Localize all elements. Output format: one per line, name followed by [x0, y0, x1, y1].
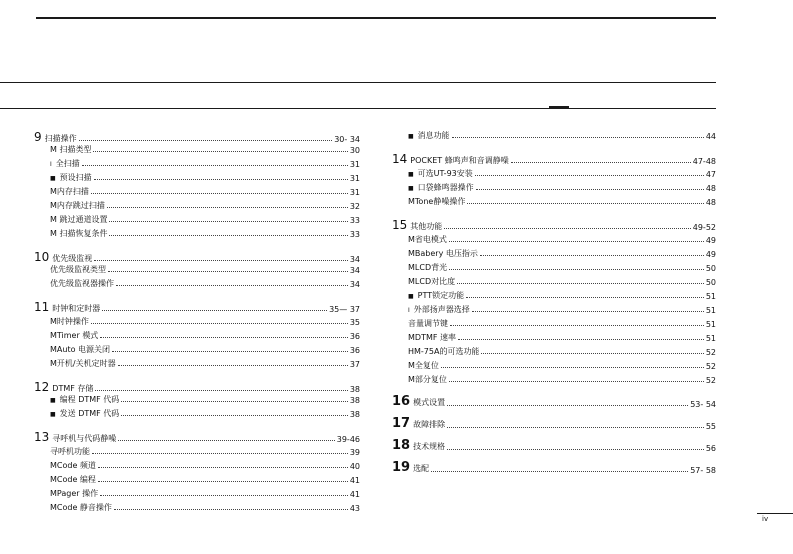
toc-sub-entry[interactable] [50, 330, 360, 341]
entry-page-number: 37 [349, 360, 360, 369]
entry-page-number: 35 [349, 318, 360, 327]
dot-leader [102, 310, 327, 311]
entry-page-number: 52 [705, 362, 716, 371]
dot-leader [444, 228, 690, 229]
dot-leader [441, 367, 704, 368]
dot-leader [92, 453, 348, 454]
section-number: 19 [392, 460, 411, 475]
entry-title: M 扫描类型 [50, 145, 92, 154]
entry-page-number: 51 [705, 292, 716, 301]
dot-leader [481, 353, 703, 354]
toc-sub-entry[interactable] [50, 186, 360, 197]
toc-entry-label [50, 264, 106, 275]
dot-leader [450, 325, 704, 326]
toc-sub-entry[interactable] [408, 276, 716, 287]
dot-leader [431, 471, 688, 472]
entry-title: 选配 [413, 464, 430, 473]
entry-title: M 跳过通道设置 [50, 215, 108, 224]
entry-title: PTT锁定功能 [417, 291, 465, 300]
dot-leader [121, 401, 348, 402]
dot-leader [480, 255, 704, 256]
entry-page-number: 31 [349, 188, 360, 197]
entry-page-number: 34 [349, 280, 360, 289]
toc-sub-entry[interactable] [408, 360, 716, 371]
toc-entry-label [50, 158, 80, 169]
entry-page-number: 39-46 [336, 435, 360, 444]
entry-page-number: 50 [705, 264, 716, 273]
toc-section-entry[interactable] [34, 380, 360, 394]
entry-page-number: 53- 54 [690, 400, 716, 409]
page-number: iv [762, 515, 769, 523]
entry-title: MDTMF 速率 [408, 333, 456, 342]
dot-leader [116, 285, 348, 286]
entry-title: 音量调节键 [408, 319, 448, 328]
entry-title: MBabery 电压指示 [408, 249, 478, 258]
toc-sub-entry[interactable] [408, 248, 716, 259]
toc-entry-label [408, 332, 456, 343]
toc-sub-entry[interactable] [50, 446, 360, 457]
entry-page-number: 33 [349, 216, 360, 225]
toc-sub-entry[interactable] [408, 304, 716, 315]
section-number: 17 [392, 416, 411, 431]
dot-leader [98, 481, 348, 482]
dot-leader [100, 337, 348, 338]
toc-entry-label [392, 416, 445, 431]
dot-leader [449, 381, 704, 382]
toc-sub-entry[interactable] [408, 182, 716, 193]
top-rule [36, 17, 716, 19]
section-number: 15 [392, 218, 408, 232]
dot-leader [91, 323, 348, 324]
entry-page-number: 31 [349, 160, 360, 169]
dot-leader [467, 203, 703, 204]
toc-sub-entry[interactable] [50, 358, 360, 369]
entry-page-number: 36 [349, 332, 360, 341]
entry-title: HM-75A的可选功能 [408, 347, 480, 356]
section-number: 13 [34, 430, 50, 444]
toc-entry-label [408, 374, 447, 385]
toc-sub-entry[interactable] [408, 130, 716, 141]
dot-leader [109, 235, 347, 236]
toc-section-entry[interactable] [392, 460, 716, 475]
toc-sub-entry[interactable] [408, 234, 716, 245]
toc-entry-label [408, 196, 465, 207]
toc-entry-label [408, 130, 450, 141]
entry-title: M内存扫描 [50, 187, 89, 196]
entry-page-number: 40 [349, 462, 360, 471]
dot-leader [114, 509, 348, 510]
entry-title: MAuto 电源关闭 [50, 345, 111, 354]
bullet-mark: ■ [408, 133, 414, 140]
toc-entry-label [408, 234, 447, 245]
toc-entry-label [50, 200, 105, 211]
section-number: 10 [34, 250, 50, 264]
toc-sub-entry[interactable] [408, 196, 716, 207]
toc-section-entry[interactable] [392, 152, 716, 166]
toc-sub-entry[interactable] [50, 158, 360, 169]
toc-entry-label [408, 182, 474, 193]
entry-title: MLCD背光 [408, 263, 448, 272]
entry-page-number: 49 [705, 250, 716, 259]
toc-sub-entry[interactable] [50, 278, 360, 289]
toc-entry-label [34, 430, 116, 444]
dot-leader [447, 449, 704, 450]
entry-title: M开机/关机定时器 [50, 359, 116, 368]
entry-title: M时钟操作 [50, 317, 89, 326]
dot-leader [449, 241, 704, 242]
dot-leader [94, 260, 348, 261]
entry-title: 技术规格 [413, 442, 446, 451]
toc-section-entry[interactable] [392, 438, 716, 453]
toc-sub-entry[interactable] [50, 474, 360, 485]
dot-leader [82, 165, 348, 166]
entry-title: 优先级监视类型 [50, 265, 106, 274]
entry-page-number: 44 [705, 132, 716, 141]
dot-leader [112, 351, 348, 352]
entry-page-number: 33 [349, 230, 360, 239]
entry-page-number: 32 [349, 202, 360, 211]
entry-title: 全扫描 [55, 159, 80, 168]
dot-leader [100, 495, 348, 496]
dot-leader [121, 415, 348, 416]
entry-page-number: 43 [349, 504, 360, 513]
entry-page-number: 51 [705, 320, 716, 329]
dot-leader [476, 189, 704, 190]
entry-page-number: 55 [705, 422, 716, 431]
entry-page-number: 52 [705, 376, 716, 385]
dot-leader [109, 221, 347, 222]
dot-leader [98, 467, 348, 468]
entry-page-number: 38 [349, 410, 360, 419]
entry-page-number: 51 [705, 306, 716, 315]
bullet-mark: ■ [50, 175, 56, 182]
toc-sub-entry[interactable] [50, 228, 360, 239]
entry-title: MTone静噪操作 [408, 197, 466, 206]
toc-sub-entry[interactable] [50, 488, 360, 499]
toc-section-entry[interactable] [34, 250, 360, 264]
toc-sub-entry[interactable] [408, 290, 716, 301]
entry-title: 预设扫描 [59, 173, 92, 182]
entry-page-number: 35— 37 [329, 305, 360, 314]
dot-leader [475, 175, 704, 176]
toc-entry-label [50, 488, 98, 499]
entry-title: POCKET 蜂鸣声和音调静噪 [410, 156, 509, 165]
toc-sub-entry[interactable] [408, 374, 716, 385]
section-number: 12 [34, 380, 50, 394]
toc-entry-label [34, 380, 93, 394]
entry-page-number: 36 [349, 346, 360, 355]
toc-sub-entry[interactable] [50, 344, 360, 355]
entry-page-number: 56 [705, 444, 716, 453]
entry-title: 外部扬声器选择 [413, 305, 470, 314]
dot-leader [466, 297, 704, 298]
dot-leader [447, 427, 704, 428]
toc-entry-label [34, 300, 100, 314]
toc-entry-label [50, 460, 96, 471]
section-number: 14 [392, 152, 408, 166]
toc-entry-label [50, 502, 112, 513]
toc-entry-label [392, 152, 509, 166]
entry-title: MLCD对比度 [408, 277, 456, 286]
toc-entry-label [408, 276, 455, 287]
dot-leader [447, 405, 688, 406]
toc-sub-entry[interactable] [50, 200, 360, 211]
entry-page-number: 51 [705, 334, 716, 343]
dot-leader [458, 339, 704, 340]
toc-entry-label [34, 130, 77, 144]
entry-page-number: 49-52 [692, 223, 716, 232]
bullet-mark: I [408, 307, 410, 314]
toc-section-entry[interactable] [34, 130, 360, 144]
toc-section-entry[interactable] [34, 300, 360, 314]
entry-title: 编程 DTMF 代码 [59, 395, 120, 404]
toc-entry-label [50, 408, 119, 419]
dot-leader [93, 151, 347, 152]
toc-entry-label [392, 460, 429, 475]
entry-page-number: 30 [349, 146, 360, 155]
bullet-mark: ■ [50, 397, 56, 404]
entry-title: 口袋蜂鸣器操作 [417, 183, 474, 192]
toc-entry-label [408, 168, 473, 179]
entry-page-number: 49 [705, 236, 716, 245]
entry-page-number: 41 [349, 476, 360, 485]
section-number: 16 [392, 394, 411, 409]
entry-page-number: 48 [705, 184, 716, 193]
dot-leader [472, 311, 704, 312]
toc-entry-label [50, 474, 96, 485]
entry-page-number: 38 [349, 396, 360, 405]
toc-entry-label [392, 438, 445, 453]
entry-page-number: 34 [349, 266, 360, 275]
toc-sub-entry[interactable] [50, 214, 360, 225]
toc-entry-label [50, 446, 90, 457]
toc-entry-label [408, 318, 448, 329]
toc-entry-label [392, 218, 442, 232]
footer-rule [757, 513, 793, 514]
entry-page-number: 47-48 [692, 157, 716, 166]
entry-title: 扫描操作 [44, 134, 77, 143]
dot-leader [452, 137, 704, 138]
bullet-mark: I [50, 161, 52, 168]
entry-title: 模式设置 [413, 398, 446, 407]
dot-leader [449, 269, 704, 270]
toc-entry-label [50, 214, 107, 225]
entry-page-number: 31 [349, 174, 360, 183]
toc-entry-label [408, 360, 439, 371]
dot-leader [118, 365, 348, 366]
toc-entry-label [50, 394, 119, 405]
toc-section-entry[interactable] [392, 218, 716, 232]
dot-leader [108, 271, 348, 272]
lower-rule [0, 108, 716, 109]
toc-entry-label [392, 394, 445, 409]
entry-title: DTMF 存储 [52, 384, 94, 393]
toc-entry-label [50, 144, 91, 155]
entry-title: 故障排除 [413, 420, 446, 429]
dot-leader [107, 207, 348, 208]
upper-rule [0, 82, 716, 83]
section-number: 18 [392, 438, 411, 453]
dot-leader [118, 440, 334, 441]
dot-leader [91, 193, 348, 194]
entry-page-number: 30- 34 [334, 135, 360, 144]
bullet-mark: ■ [408, 171, 414, 178]
toc-section-entry[interactable] [34, 430, 360, 444]
toc-sub-entry[interactable] [408, 318, 716, 329]
toc-entry-label [408, 248, 478, 259]
toc-entry-label [34, 250, 92, 264]
entry-title: M 扫描恢复条件 [50, 229, 108, 238]
toc-sub-entry[interactable] [50, 144, 360, 155]
toc-sub-entry[interactable] [408, 168, 716, 179]
entry-title: 消息功能 [417, 131, 450, 140]
toc-entry-label [408, 262, 447, 273]
entry-page-number: 47 [705, 170, 716, 179]
entry-page-number: 57- 58 [690, 466, 716, 475]
entry-title: 可选UT-93安装 [417, 169, 473, 178]
entry-title: 寻呼机功能 [50, 447, 90, 456]
entry-title: M全复位 [408, 361, 439, 370]
dot-leader [95, 390, 347, 391]
toc-section-entry[interactable] [392, 416, 716, 431]
entry-title: M内存跳过扫描 [50, 201, 105, 210]
bullet-mark: ■ [408, 293, 414, 300]
toc-sub-entry[interactable] [50, 172, 360, 183]
toc-entry-label [50, 330, 98, 341]
bullet-mark: ■ [50, 411, 56, 418]
toc-entry-label [50, 358, 116, 369]
entry-page-number: 39 [349, 448, 360, 457]
dot-leader [94, 179, 348, 180]
toc-sub-entry[interactable] [50, 394, 360, 405]
entry-page-number: 48 [705, 198, 716, 207]
entry-title: 其他功能 [410, 222, 443, 231]
entry-title: 寻呼机与代码静噪 [52, 434, 117, 443]
entry-page-number: 41 [349, 490, 360, 499]
toc-entry-label [408, 290, 464, 301]
section-number: 11 [34, 300, 50, 314]
entry-title: MCode 频道 [50, 461, 96, 470]
toc-entry-label [408, 346, 479, 357]
toc-sub-entry[interactable] [408, 332, 716, 343]
toc-sub-entry[interactable] [408, 346, 716, 357]
toc-entry-label [50, 186, 89, 197]
entry-page-number: 34 [349, 255, 360, 264]
entry-title: MPager 操作 [50, 489, 99, 498]
entry-title: 发送 DTMF 代码 [59, 409, 120, 418]
bullet-mark: ■ [408, 185, 414, 192]
toc-sub-entry[interactable] [408, 262, 716, 273]
entry-page-number: 50 [705, 278, 716, 287]
entry-title: M部分复位 [408, 375, 447, 384]
toc-entry-label [50, 278, 114, 289]
entry-title: MCode 编程 [50, 475, 96, 484]
toc-sub-entry[interactable] [50, 408, 360, 419]
toc-sub-entry[interactable] [50, 264, 360, 275]
toc-sub-entry[interactable] [50, 460, 360, 471]
toc-entry-label [50, 316, 89, 327]
toc-section-entry[interactable] [392, 394, 716, 409]
toc-entry-label [50, 172, 92, 183]
entry-title: MCode 静音操作 [50, 503, 112, 512]
toc-sub-entry[interactable] [50, 502, 360, 513]
toc-sub-entry[interactable] [50, 316, 360, 327]
toc-entry-label [50, 344, 110, 355]
dot-leader [79, 140, 333, 141]
entry-title: 时钟和定时器 [52, 304, 101, 313]
toc-entry-label [408, 304, 470, 315]
entry-title: 优先级监视 [52, 254, 93, 263]
entry-title: 优先级监视器操作 [50, 279, 114, 288]
dot-leader [511, 162, 691, 163]
entry-title: M省电模式 [408, 235, 447, 244]
section-number: 9 [34, 130, 42, 144]
entry-page-number: 52 [705, 348, 716, 357]
dot-leader [457, 283, 704, 284]
toc-entry-label [50, 228, 107, 239]
entry-title: MTimer 模式 [50, 331, 99, 340]
entry-page-number: 38 [349, 385, 360, 394]
